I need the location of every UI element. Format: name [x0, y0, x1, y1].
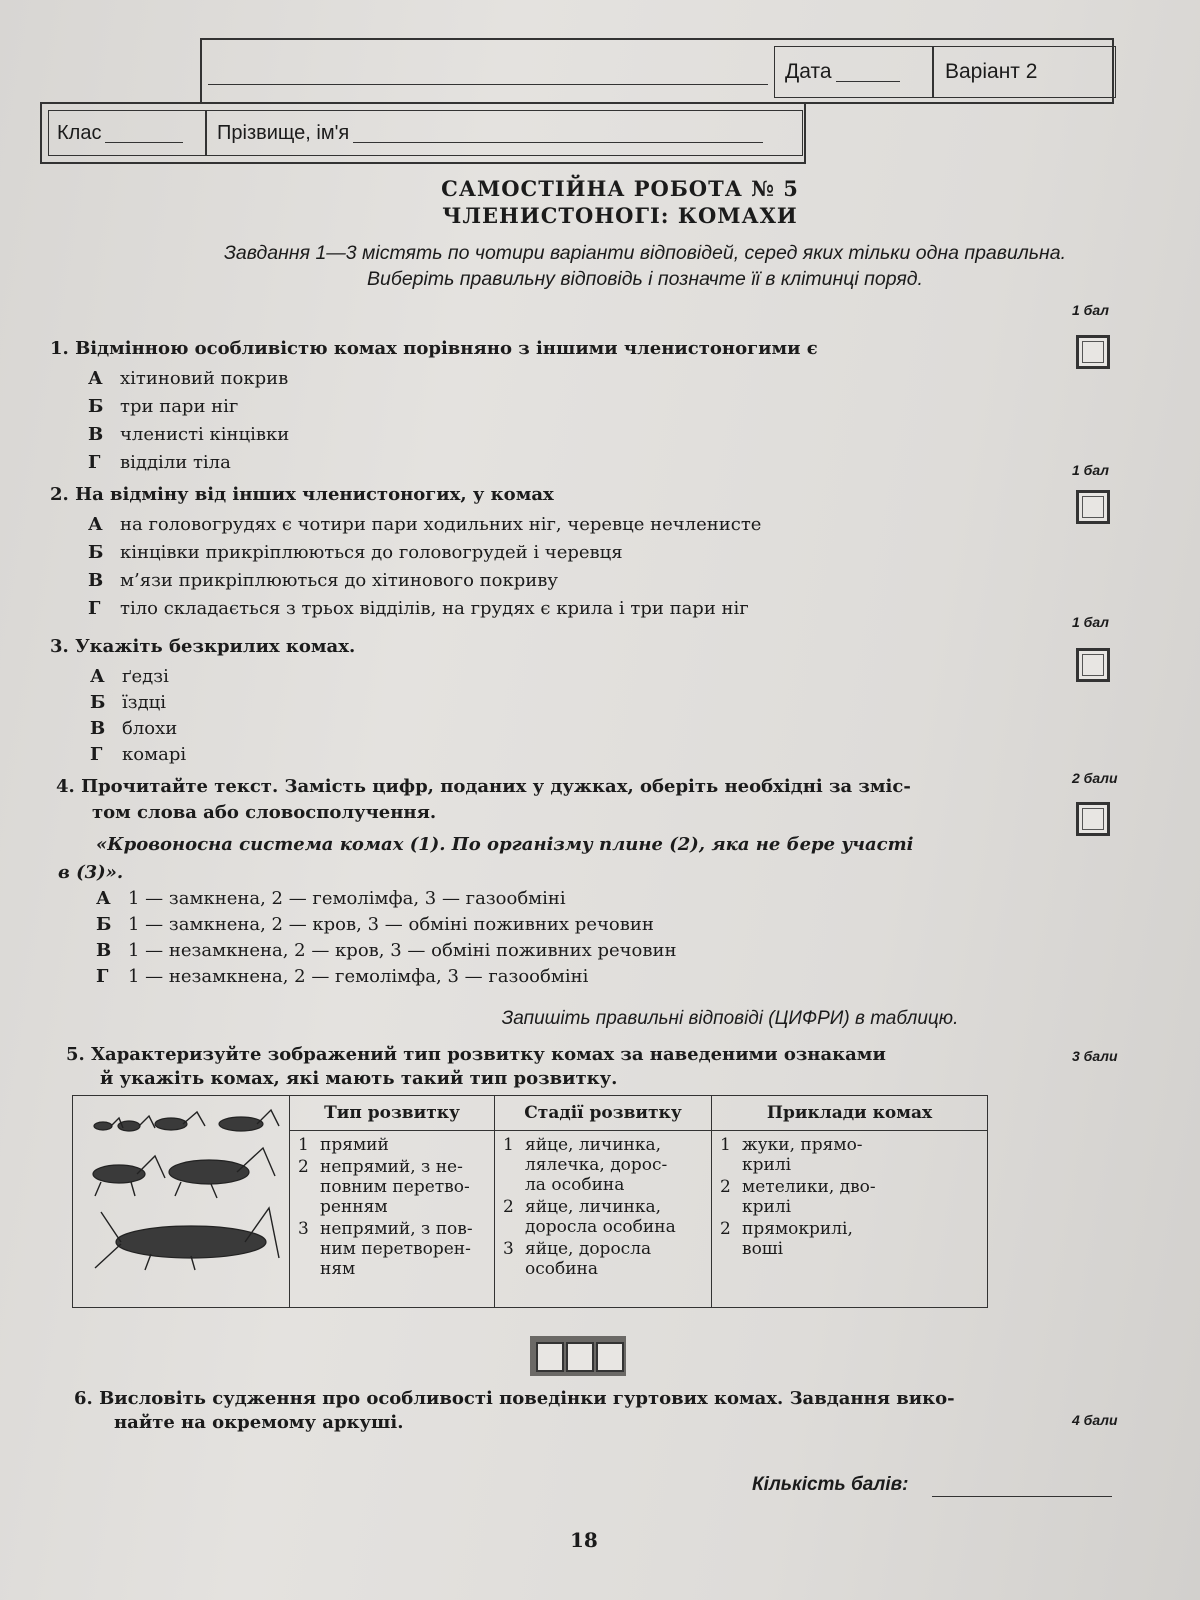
q1-answer-box[interactable] — [1076, 335, 1110, 369]
q3-option-b: Б їздці — [90, 692, 166, 713]
q2-answer-box[interactable] — [1076, 490, 1110, 524]
q5-number: 5. — [66, 1044, 85, 1065]
example-item-2: 2 метелики, дво- крилі — [720, 1177, 876, 1217]
instructions-2: Запишіть правильні відповіді (ЦИФРИ) в таблицю. — [501, 1008, 959, 1029]
q2-number: 2. — [50, 484, 69, 505]
q6-number: 6. — [74, 1388, 93, 1409]
q5-answer-box-1[interactable] — [536, 1342, 564, 1372]
q1-number: 1. — [50, 338, 69, 359]
q4-option-c: В 1 — незамкнена, 2 — кров, 3 — обміні поживних речовин — [96, 940, 677, 961]
q3-option-c: В блохи — [90, 718, 178, 739]
q5-answer-box-2[interactable] — [566, 1342, 594, 1372]
q2-points: 1 бал — [1072, 462, 1110, 478]
class-label: Клас — [57, 121, 102, 144]
q5-text-line-1 — [66, 1044, 886, 1065]
q4-option-d: Г 1 — незамкнена, 2 — гемолімфа, 3 — газообміні — [96, 966, 589, 987]
type-item-3: 3 непрямий, з пов- ним перетворен- ням — [298, 1219, 473, 1279]
q3-option-a: А ґедзі — [90, 666, 169, 687]
q4-question-1: Прочитайте текст. Замість цифр, поданих у дужках, оберіть необхідні за зміс- — [81, 776, 911, 797]
stage-item-2: 2 яйце, личинка, доросла особина — [503, 1197, 676, 1237]
q1-option-d: Г відділи тіла — [88, 452, 231, 473]
header-development-type: Тип розвитку — [290, 1096, 495, 1131]
q1-text — [50, 338, 818, 359]
q4-text-line-1 — [56, 776, 911, 797]
date-label: Дата — [785, 60, 832, 83]
q1-option-a: А хітиновий покрив — [88, 368, 289, 389]
class-cell[interactable] — [48, 110, 206, 156]
insect-examples-cell — [712, 1131, 988, 1308]
q6-question-1: Висловіть судження про особливості поведінки гуртових комах. Завдання вико- — [99, 1388, 955, 1409]
q3-option-d: Г комарі — [90, 744, 187, 765]
q1-option-b: Б три пари ніг — [88, 396, 239, 417]
page-number: 18 — [570, 1528, 598, 1552]
score-label: Кількість балів: — [752, 1474, 909, 1495]
q6-points: 4 бали — [1072, 1412, 1118, 1428]
name-label: Прізвище, ім'я — [217, 121, 350, 144]
q2-option-c: В м’язи прикріплюються до хітинового покриву — [88, 570, 558, 591]
class-line — [105, 124, 183, 143]
date-line — [836, 63, 900, 82]
q1-option-c: В членисті кінцівки — [88, 424, 290, 445]
worksheet-subtitle: ЧЛЕНИСТОНОГІ: КОМАХИ — [442, 203, 798, 228]
grasshopper-image-cell — [73, 1096, 290, 1308]
q5-points: 3 бали — [1072, 1048, 1118, 1064]
q4-option-a: А 1 — замкнена, 2 — гемолімфа, 3 — газообміні — [96, 888, 566, 909]
stage-item-1: 1 яйце, личинка, лялечка, дорос- ла особина — [503, 1135, 668, 1195]
example-item-1: 1 жуки, прямо- крилі — [720, 1135, 863, 1175]
type-item-2: 2 непрямий, з не- повним перетво- ренням — [298, 1157, 470, 1217]
variant-cell — [932, 46, 1116, 98]
q1-points: 1 бал — [1072, 302, 1110, 318]
q2-option-b: Б кінцівки прикріплюються до головогрудей і черевця — [88, 542, 623, 563]
q3-text — [50, 636, 355, 657]
example-item-3: 2 прямокрилі, воші — [720, 1219, 853, 1259]
q3-answer-box[interactable] — [1076, 648, 1110, 682]
q2-text — [50, 484, 554, 505]
q1-question: Відмінною особливістю комах порівняно з іншими членистоногими є — [75, 338, 818, 359]
score-line[interactable] — [932, 1482, 1112, 1497]
q4-number: 4. — [56, 776, 75, 797]
worksheet-title: САМОСТІЙНА РОБОТА № 5 — [441, 176, 799, 201]
header-top-frame — [200, 38, 1114, 104]
development-type-cell — [290, 1131, 495, 1308]
q4-quote-line-1: «Кровоносна система комах (1). По організму плине (2), яка не бере участі — [96, 834, 914, 855]
q2-option-a: А на головогрудях є чотири пари ходильних ніг, черевце нечленисте — [88, 514, 762, 535]
development-table — [72, 1095, 988, 1308]
q4-quote-line-2: в (3)». — [58, 862, 124, 883]
q2-option-d: Г тіло складається з трьох відділів, на грудях є крила і три пари ніг — [88, 598, 749, 619]
header-blank-line — [208, 60, 768, 85]
q5-answer-box-3[interactable] — [596, 1342, 624, 1372]
q6-text-line-2: найте на окремому аркуші. — [114, 1412, 404, 1433]
stage-item-3: 3 яйце, доросла особина — [503, 1239, 652, 1279]
date-cell[interactable] — [774, 46, 934, 98]
grasshopper-development-icon — [81, 1104, 281, 1274]
q5-question-1: Характеризуйте зображений тип розвитку комах за наведеними ознаками — [91, 1044, 886, 1065]
q5-text-line-2: й укажіть комах, які мають такий тип розвитку. — [100, 1068, 618, 1089]
q4-points: 2 бали — [1072, 770, 1118, 786]
q4-answer-box[interactable] — [1076, 802, 1110, 836]
variant-label: Варіант 2 — [945, 60, 1038, 83]
q2-question: На відміну від інших членистоногих, у комах — [75, 484, 554, 505]
header-development-stages: Стадії розвитку — [495, 1096, 712, 1131]
q3-question: Укажіть безкрилих комах. — [75, 636, 356, 657]
name-cell[interactable] — [206, 110, 803, 156]
type-item-1: 1 прямий — [298, 1135, 389, 1155]
q3-points: 1 бал — [1072, 614, 1110, 630]
q3-number: 3. — [50, 636, 69, 657]
development-stages-cell — [495, 1131, 712, 1308]
header-insect-examples: Приклади комах — [712, 1096, 988, 1131]
q6-text-line-1 — [74, 1388, 955, 1409]
q4-option-b: Б 1 — замкнена, 2 — кров, 3 — обміні поживних речовин — [96, 914, 654, 935]
q4-text-line-2: том слова або словосполучення. — [92, 802, 437, 823]
name-line — [353, 124, 763, 143]
header-bottom-frame — [40, 102, 806, 164]
instructions-line-2: Виберіть правильну відповідь і позначте її в клітинці поряд. — [367, 268, 923, 290]
instructions-line-1: Завдання 1—3 містять по чотири варіанти відповідей, серед яких тільки одна правильна. — [223, 242, 1067, 264]
